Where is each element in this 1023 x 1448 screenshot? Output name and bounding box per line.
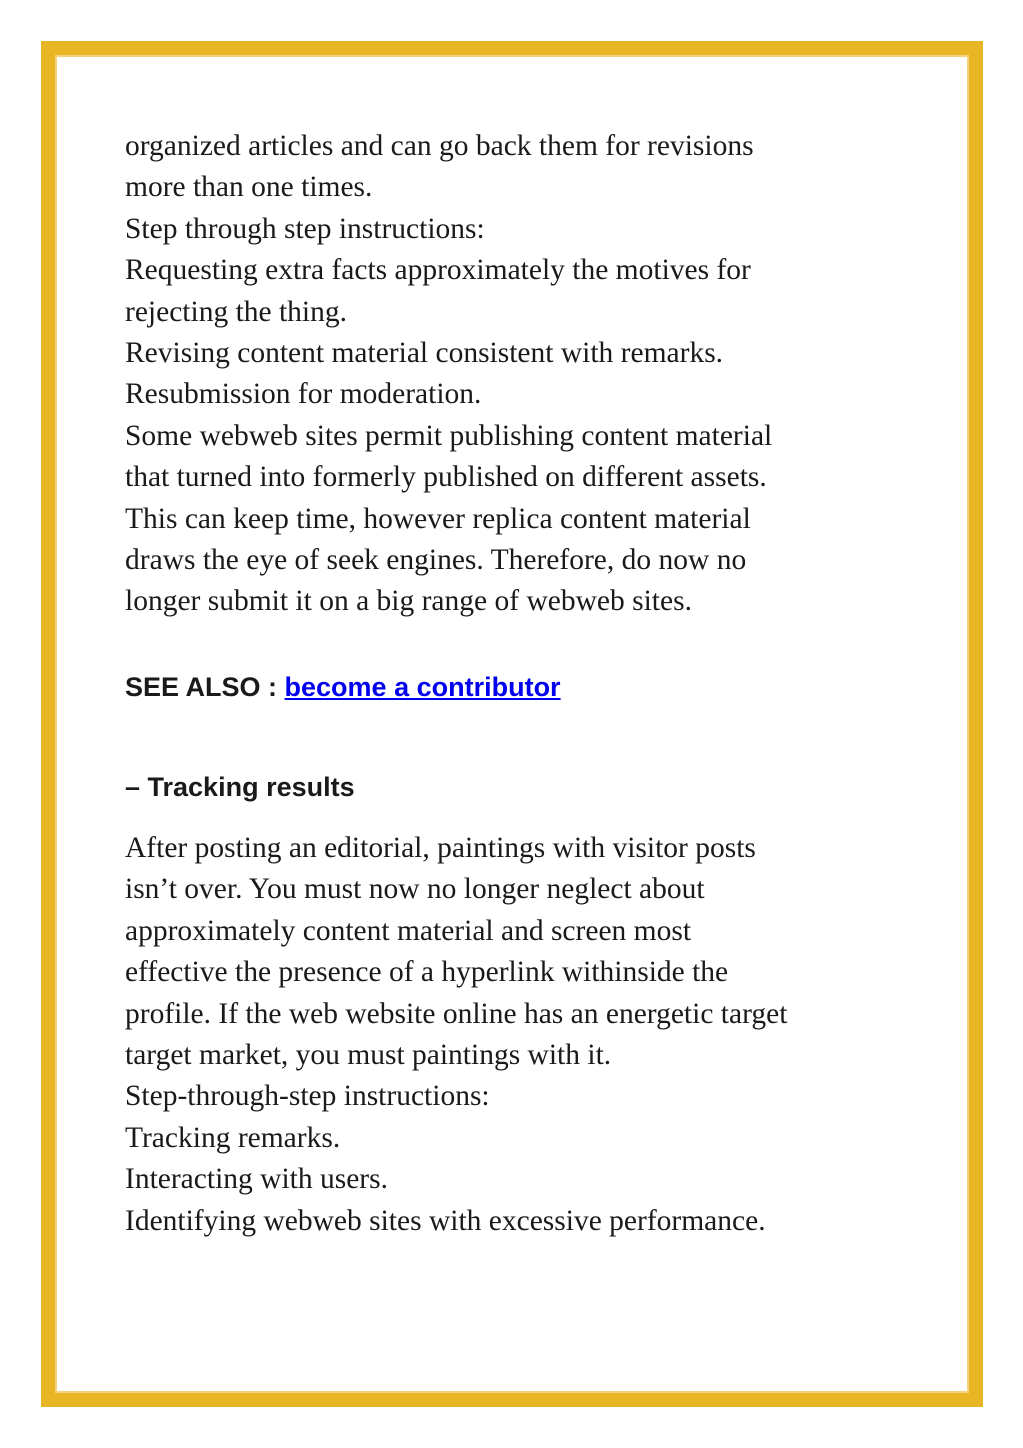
see-also-label: SEE ALSO : (125, 671, 285, 702)
text-line: Resubmission for moderation. (125, 378, 482, 411)
text-line: Identifying webweb sites with excessive performance. (125, 1204, 766, 1237)
text-line: effective the presence of a hyperlink withinside the (125, 956, 729, 989)
text-line: Requesting extra facts approximately the motives for (125, 254, 751, 287)
text-line: rejecting the thing. (125, 295, 347, 328)
text-line: longer submit it on a big range of webweb sites. (125, 585, 692, 618)
text-line: isn’t over. You must now no longer neglect about (125, 873, 705, 906)
text-line: Step-through-step instructions: (125, 1080, 490, 1113)
text-line: Revising content material consistent with remarks. (125, 337, 724, 370)
text-line: that turned into formerly published on different assets. (125, 461, 767, 494)
text-line: Tracking remarks. (125, 1121, 341, 1154)
paragraph-tracking (125, 828, 925, 1242)
text-line: approximately content material and screen most (125, 914, 692, 947)
text-line: Interacting with users. (125, 1163, 388, 1196)
text-line: organized articles and can go back them for revisions (125, 130, 754, 162)
section-heading-tracking: – Tracking results (125, 771, 355, 802)
text-line: This can keep time, however replica content material (125, 502, 751, 535)
paragraph-revisions (125, 126, 925, 623)
see-also-line (125, 667, 925, 707)
text-line: draws the eye of seek engines. Therefore, do now no (125, 544, 747, 577)
text-line: more than one times. (125, 171, 373, 204)
text-line: profile. If the web website online has an energetic target (125, 997, 788, 1030)
text-line: After posting an editorial, paintings with visitor posts (125, 831, 756, 864)
text-line: Step through step instructions: (125, 212, 485, 245)
become-contributor-link[interactable]: become a contributor (284, 671, 561, 702)
document-content (125, 126, 925, 1242)
text-line: target market, you must paintings with it. (125, 1038, 612, 1071)
text-line: Some webweb sites permit publishing content material (125, 419, 773, 452)
